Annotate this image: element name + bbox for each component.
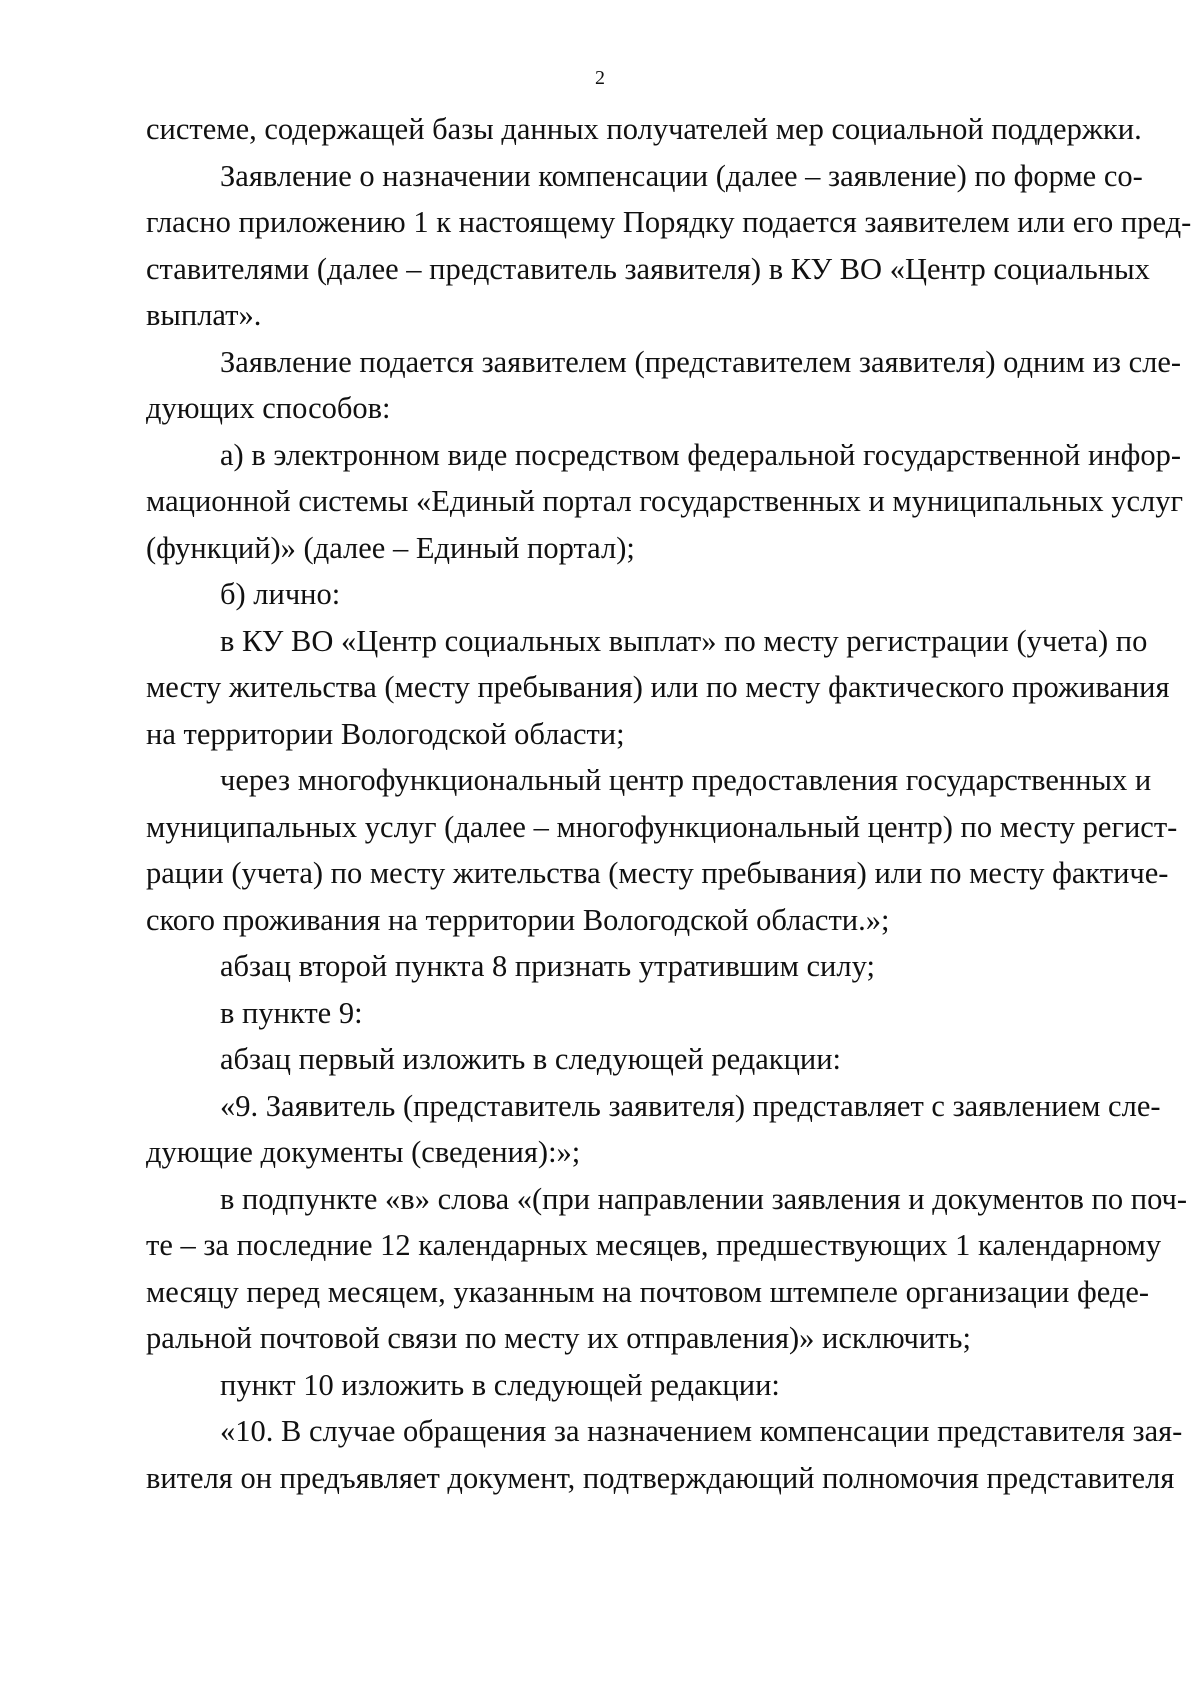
text-line: (функций)» (далее – Единый портал); [146,530,635,565]
text-line: те – за последние 12 календарных месяцев, предшествующих 1 календарному [146,1228,1162,1262]
text-line: Заявление о назначении компенсации (далее – заявление) по форме со- [220,158,1143,193]
text-line: а) в электронном виде посредством федеральной государственной инфор- [220,437,1182,472]
text-line: б) лично: [220,577,341,611]
text-line: ральной почтовой связи по месту их отправления)» исключить; [146,1321,971,1355]
text-line: муниципальных услуг (далее – многофункциональный центр) по месту регист- [146,809,1178,844]
text-line: месяцу перед месяцем, указанным на почтовом штемпеле организации феде- [146,1274,1150,1309]
text-line: ставителями (далее – представитель заявителя) в КУ ВО «Центр социальных [146,251,1150,286]
page-number: 2 [595,67,605,89]
text-line: месту жительства (месту пребывания) или по месту фактического проживания [146,670,1170,704]
text-line: абзац первый изложить в следующей редакции: [220,1042,842,1076]
text-line: «9. Заявитель (представитель заявителя) представляет с заявлением сле- [220,1088,1161,1123]
text-line: дующих способов: [146,391,391,425]
text-line: в КУ ВО «Центр социальных выплат» по месту регистрации (учета) по [220,623,1148,658]
text-line: вителя он предъявляет документ, подтверждающий полномочия представителя [146,1460,1175,1495]
text-line: в пункте 9: [220,995,363,1030]
text-line: гласно приложению 1 к настоящему Порядку подается заявителем или его пред- [146,205,1192,239]
text-line: системе, содержащей базы данных получателей мер социальной поддержки. [146,112,1142,146]
text-line: через многофункциональный центр предоставления государственных и [220,763,1152,797]
text-line: в подпункте «в» слова «(при направлении заявления и документов по поч- [220,1181,1188,1216]
text-line: Заявление подается заявителем (представителем заявителя) одним из сле- [220,344,1182,379]
text-line: пункт 10 изложить в следующей редакции: [220,1367,780,1402]
text-line: «10. В случае обращения за назначением компенсации представителя зая- [220,1414,1183,1448]
text-line: дующие документы (сведения):»; [146,1135,581,1169]
text-line: рации (учета) по месту жительства (месту пребывания) или по месту фактиче- [146,856,1169,890]
text-line: выплат». [146,298,262,332]
document-body [146,106,1192,1501]
text-line: абзац второй пункта 8 признать утратившим силу; [220,949,875,983]
text-line: на территории Вологодской области; [146,716,625,751]
text-line: ского проживания на территории Вологодской области.»; [146,902,890,937]
text-line: мационной системы «Единый портал государственных и муниципальных услуг [146,484,1183,518]
